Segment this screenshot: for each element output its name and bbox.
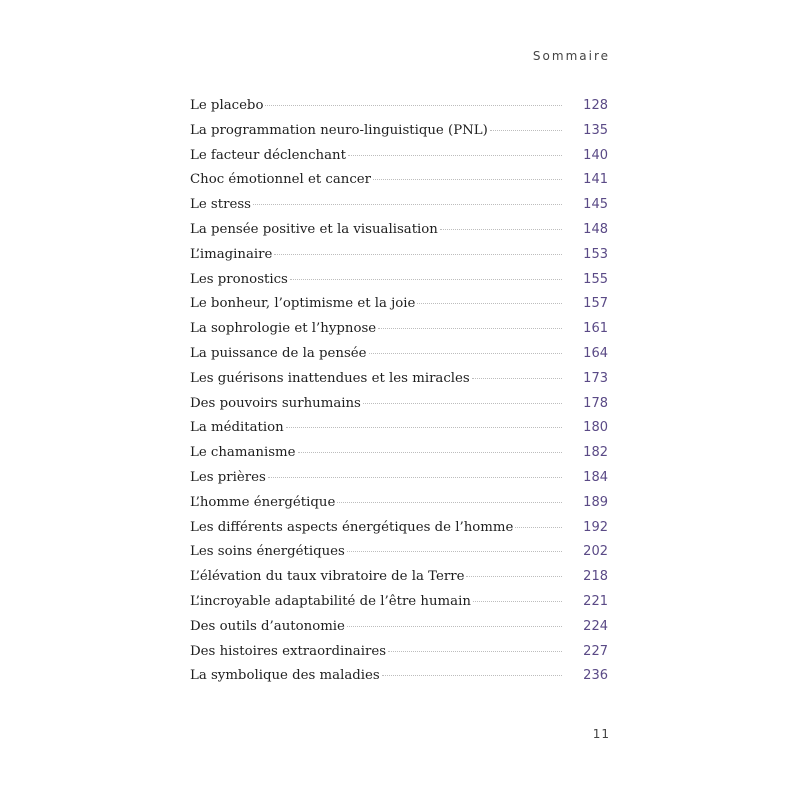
- toc-entry-title: Le facteur déclenchant: [190, 147, 346, 163]
- dot-leader: [253, 204, 562, 205]
- toc-entry: [190, 544, 608, 569]
- dot-leader: [472, 378, 562, 379]
- dot-leader: [417, 303, 562, 304]
- toc-entry: [190, 123, 608, 148]
- toc-entry-page: 236: [583, 668, 608, 684]
- toc-entry-page: 218: [583, 569, 608, 585]
- dot-leader: [265, 105, 562, 106]
- toc-entry-page: 184: [583, 469, 608, 485]
- toc-entry-title: Les pronostics: [190, 271, 288, 287]
- table-of-contents: [190, 98, 608, 693]
- toc-entry-title: L’incroyable adaptabilité de l’être humain: [190, 593, 471, 609]
- dot-leader: [290, 279, 562, 280]
- toc-entry-page: 173: [583, 370, 608, 386]
- toc-entry-page: 224: [583, 618, 608, 634]
- page-number: 11: [592, 727, 610, 741]
- toc-entry-title: L’homme énergétique: [190, 494, 336, 510]
- toc-entry-title: La pensée positive et la visualisation: [190, 221, 438, 237]
- dot-leader: [378, 328, 562, 329]
- dot-leader: [347, 551, 562, 552]
- toc-entry-title: La sophrologie et l’hypnose: [190, 321, 377, 337]
- toc-entry: [190, 619, 608, 644]
- toc-entry: [190, 272, 608, 297]
- dot-leader: [348, 155, 562, 156]
- toc-entry-page: 180: [583, 420, 608, 436]
- toc-entry-page: 145: [583, 197, 608, 213]
- toc-entry-page: 161: [583, 321, 608, 337]
- dot-leader: [515, 527, 562, 528]
- dot-leader: [466, 576, 562, 577]
- toc-entry-title: Le chamanisme: [190, 445, 296, 461]
- dot-leader: [337, 502, 562, 503]
- toc-entry-page: 157: [583, 296, 608, 312]
- toc-entry: [190, 321, 608, 346]
- toc-entry: [190, 371, 608, 396]
- toc-entry-page: 155: [583, 271, 608, 287]
- running-header: Sommaire: [532, 49, 610, 63]
- toc-entry-title: Choc émotionnel et cancer: [190, 172, 372, 188]
- toc-entry-title: Le bonheur, l’optimisme et la joie: [190, 296, 416, 312]
- dot-leader: [286, 427, 562, 428]
- toc-entry-title: Le stress: [190, 197, 251, 213]
- toc-entry: [190, 520, 608, 545]
- dot-leader: [382, 675, 562, 676]
- toc-entry-title: Des pouvoirs surhumains: [190, 395, 361, 411]
- toc-entry: [190, 396, 608, 421]
- toc-entry-page: 148: [583, 221, 608, 237]
- dot-leader: [363, 403, 562, 404]
- toc-entry: [190, 668, 608, 693]
- toc-entry-title: L’imaginaire: [190, 246, 273, 262]
- toc-entry-page: 182: [583, 445, 608, 461]
- toc-entry-page: 202: [583, 544, 608, 560]
- dot-leader: [347, 626, 562, 627]
- toc-entry-page: 192: [583, 519, 608, 535]
- toc-entry-title: La méditation: [190, 420, 284, 436]
- toc-entry: [190, 594, 608, 619]
- toc-entry-page: 140: [583, 147, 608, 163]
- toc-entry: [190, 98, 608, 123]
- dot-leader: [388, 651, 562, 652]
- toc-entry-page: 221: [583, 593, 608, 609]
- dot-leader: [298, 452, 562, 453]
- toc-entry: [190, 445, 608, 470]
- toc-entry: [190, 197, 608, 222]
- dot-leader: [373, 179, 562, 180]
- toc-entry-title: Des histoires extraordinaires: [190, 643, 387, 659]
- toc-entry-page: 141: [583, 172, 608, 188]
- toc-entry: [190, 247, 608, 272]
- toc-entry-page: 227: [583, 643, 608, 659]
- toc-entry: [190, 420, 608, 445]
- toc-entry-page: 153: [583, 246, 608, 262]
- toc-entry-title: La symbolique des maladies: [190, 668, 380, 684]
- dot-leader: [473, 601, 562, 602]
- toc-entry-title: Les prières: [190, 469, 266, 485]
- toc-entry-title: L’élévation du taux vibratoire de la Terre: [190, 569, 465, 585]
- toc-entry-title: Le placebo: [190, 98, 264, 113]
- dot-leader: [274, 254, 562, 255]
- toc-entry: [190, 346, 608, 371]
- toc-entry-title: Les soins énergétiques: [190, 544, 345, 560]
- toc-entry-page: 128: [583, 98, 608, 113]
- toc-entry-title: La puissance de la pensée: [190, 345, 367, 361]
- toc-entry-title: Des outils d’autonomie: [190, 618, 345, 634]
- toc-entry-page: 135: [583, 122, 608, 138]
- toc-entry-page: 178: [583, 395, 608, 411]
- toc-entry-title: Les différents aspects énergétiques de l’homme: [190, 519, 514, 535]
- toc-entry-title: Les guérisons inattendues et les miracles: [190, 370, 470, 386]
- dot-leader: [369, 353, 562, 354]
- toc-entry-title: La programmation neuro-linguistique (PNL): [190, 122, 488, 138]
- toc-entry: [190, 222, 608, 247]
- toc-entry: [190, 470, 608, 495]
- dot-leader: [268, 477, 562, 478]
- toc-entry: [190, 569, 608, 594]
- toc-entry-page: 164: [583, 345, 608, 361]
- toc-entry: [190, 172, 608, 197]
- toc-entry: [190, 148, 608, 173]
- toc-entry: [190, 644, 608, 669]
- dot-leader: [490, 130, 562, 131]
- toc-entry: [190, 495, 608, 520]
- toc-entry: [190, 296, 608, 321]
- dot-leader: [440, 229, 562, 230]
- toc-entry-page: 189: [583, 494, 608, 510]
